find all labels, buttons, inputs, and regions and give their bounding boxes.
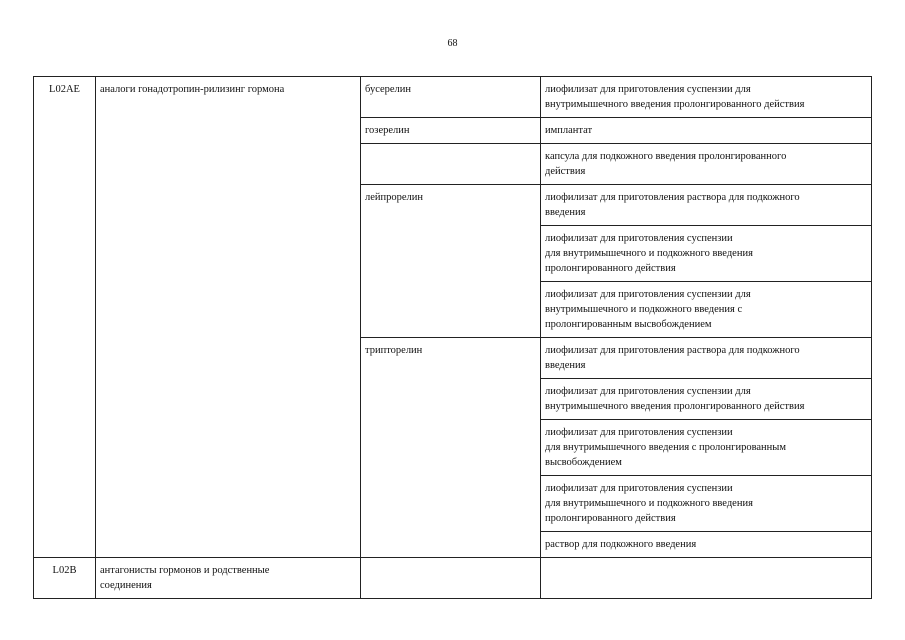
dosage-form-cell: лиофилизат для приготовления суспензии для внутримышечного введения пролонгированного действия xyxy=(541,77,872,118)
dosage-form-cell xyxy=(541,558,872,599)
dosage-form-cell: лиофилизат для приготовления суспензии для внутримышечного и подкожного введения с пролонгированным высвобождением xyxy=(541,282,872,338)
dosage-form-cell: раствор для подкожного введения xyxy=(541,532,872,558)
drug-list-body xyxy=(34,77,872,599)
dosage-form-cell: лиофилизат для приготовления раствора для подкожного введения xyxy=(541,185,872,226)
drug-name-cell xyxy=(361,558,541,599)
dosage-form-cell: лиофилизат для приготовления суспензии для внутримышечного и подкожного введения пролонгированного действия xyxy=(541,476,872,532)
atc-group-name-cell: аналоги гонадотропин-рилизинг гормона xyxy=(96,77,361,558)
page-number: 68 xyxy=(447,38,458,49)
drug-list-table xyxy=(33,76,872,599)
atc-code-cell: L02AE xyxy=(34,77,96,558)
dosage-form-cell: лиофилизат для приготовления раствора для подкожного введения xyxy=(541,338,872,379)
drug-name-cell: трипторелин xyxy=(361,338,541,558)
dosage-form-cell: лиофилизат для приготовления суспензии для внутримышечного и подкожного введения пролонгированного действия xyxy=(541,226,872,282)
dosage-form-cell: лиофилизат для приготовления суспензии для внутримышечного введения с пролонгированным высвобождением xyxy=(541,420,872,476)
drug-name-cell: гозерелин xyxy=(361,118,541,144)
dosage-form-cell: капсула для подкожного введения пролонгированного действия xyxy=(541,144,872,185)
drug-name-cell: лейпрорелин xyxy=(361,185,541,338)
dosage-form-cell: лиофилизат для приготовления суспензии для внутримышечного введения пролонгированного действия xyxy=(541,379,872,420)
table-row xyxy=(34,77,872,118)
dosage-form-cell: имплантат xyxy=(541,118,872,144)
atc-group-name-cell: антагонисты гормонов и родственные соединения xyxy=(96,558,361,599)
drug-name-cell: бусерелин xyxy=(361,77,541,118)
table-row xyxy=(34,558,872,599)
atc-code-cell: L02B xyxy=(34,558,96,599)
drug-name-cell xyxy=(361,144,541,185)
